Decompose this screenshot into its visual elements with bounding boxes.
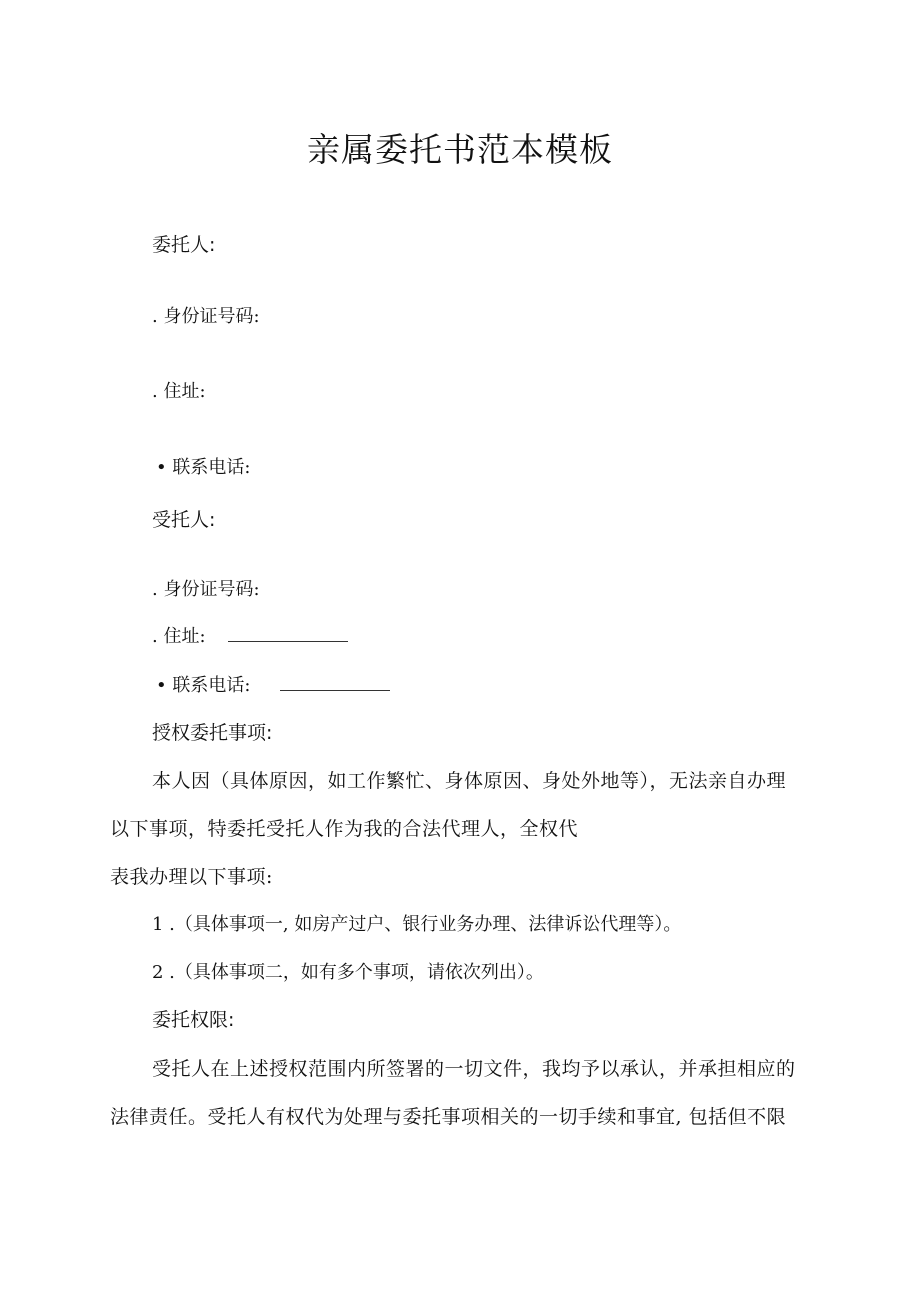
- principal-phone-label: • 联系电话:: [156, 457, 251, 478]
- agent-phone-blank-line: [280, 690, 390, 691]
- scope-paragraph-line-2: 法律责任。受托人有权代为处理与委托事项相关的一切手续和事宜, 包括但不限: [110, 1106, 787, 1128]
- agent-address-blank-line: [228, 641, 348, 642]
- document-title: 亲属委托书范本模板: [307, 130, 613, 169]
- authorization-paragraph-line-1: 本人因（具体原因，如工作繁忙、身体原因、身处外地等），无法亲自办理: [152, 770, 787, 792]
- principal-id-number-label: . 身份证号码:: [152, 306, 260, 327]
- scope-heading: 委托权限:: [152, 1009, 235, 1031]
- principal-address-label: . 住址:: [152, 381, 206, 402]
- authorization-item-1: 1 .（具体事项一, 如房产过户、银行业务办理、法律诉讼代理等）。: [152, 914, 682, 935]
- agent-id-number-label: . 身份证号码:: [152, 579, 260, 600]
- principal-heading: 委托人:: [152, 234, 216, 256]
- authorization-paragraph-line-3: 表我办理以下事项:: [110, 866, 273, 888]
- scope-paragraph-line-1: 受托人在上述授权范围内所签署的一切文件，我均予以承认，并承担相应的: [152, 1058, 796, 1080]
- authorization-item-2: 2 .（具体事项二，如有多个事项，请依次列出）。: [152, 962, 544, 983]
- agent-phone-label: • 联系电话:: [156, 675, 251, 696]
- authorization-heading: 授权委托事项:: [152, 722, 273, 744]
- agent-address-label: . 住址:: [152, 626, 206, 647]
- authorization-paragraph-line-2: 以下事项，特委托受托人作为我的合法代理人，全权代: [110, 818, 579, 840]
- agent-heading: 受托人:: [152, 509, 216, 531]
